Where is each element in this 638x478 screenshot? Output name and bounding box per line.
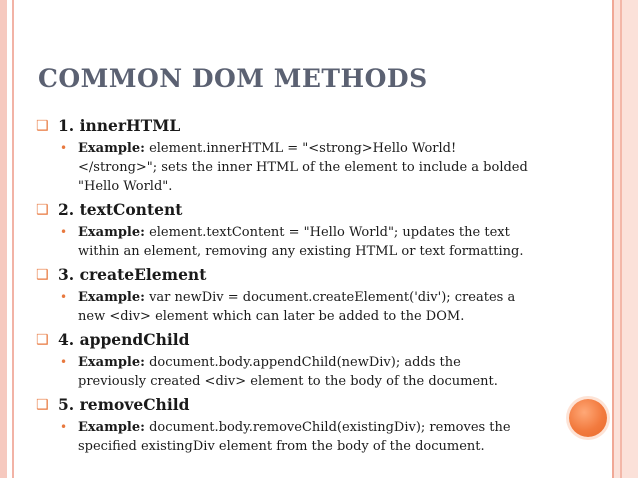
- method-item: [36, 198, 576, 261]
- example-text: [78, 353, 533, 391]
- example-description: document.body.removeChild(existingDiv); removes the specified existingDiv element from the body of the document.: [78, 420, 511, 454]
- example-label: Example:: [78, 225, 145, 240]
- left-border-line: [12, 0, 14, 478]
- method-heading: [36, 263, 576, 287]
- example-text: [78, 139, 533, 196]
- example-label: Example:: [78, 420, 145, 435]
- left-border-decoration: [0, 0, 7, 478]
- methods-list: [36, 114, 576, 458]
- method-heading: [36, 328, 576, 352]
- example-label: Example:: [78, 355, 145, 370]
- dot-bullet-icon: •: [60, 225, 68, 239]
- method-heading: [36, 114, 576, 138]
- square-bullet-icon: ❑: [36, 118, 49, 134]
- right-border-decoration: [614, 0, 638, 478]
- example-description: element.innerHTML = "<strong>Hello World!</strong>"; sets the inner HTML of the element to include a bolded "Hello World".: [78, 141, 528, 194]
- example-item: [60, 139, 576, 196]
- method-item: [36, 114, 576, 196]
- example-item: [60, 223, 576, 261]
- example-description: document.body.appendChild(newDiv); adds the previously created <div> element to the body of the document.: [78, 355, 498, 389]
- method-heading: [36, 198, 576, 222]
- square-bullet-icon: ❑: [36, 332, 49, 348]
- example-text: [78, 223, 533, 261]
- method-item: [36, 263, 576, 326]
- example-item: [60, 353, 576, 391]
- example-text: [78, 418, 533, 456]
- method-title: 2. textContent: [58, 200, 183, 219]
- method-heading: [36, 393, 576, 417]
- example-text: [78, 288, 533, 326]
- example-description: element.textContent = "Hello World"; updates the text within an element, removing any existing HTML or text formatting.: [78, 225, 524, 259]
- example-item: [60, 288, 576, 326]
- orange-circle-decoration: [569, 399, 607, 437]
- example-description: var newDiv = document.createElement('div'); creates a new <div> element which can later be added to the DOM.: [78, 290, 516, 324]
- dot-bullet-icon: •: [60, 355, 68, 369]
- example-label: Example:: [78, 141, 145, 156]
- method-item: [36, 393, 576, 456]
- right-border-line-inner: [620, 0, 622, 478]
- square-bullet-icon: ❑: [36, 397, 49, 413]
- square-bullet-icon: ❑: [36, 267, 49, 283]
- dot-bullet-icon: •: [60, 290, 68, 304]
- square-bullet-icon: ❑: [36, 202, 49, 218]
- method-title: 3. createElement: [58, 265, 207, 284]
- dot-bullet-icon: •: [60, 141, 68, 155]
- method-title: 1. innerHTML: [58, 116, 181, 135]
- example-label: Example:: [78, 290, 145, 305]
- example-item: [60, 418, 576, 456]
- method-item: [36, 328, 576, 391]
- slide-title: COMMON DOM METHODS: [38, 64, 428, 93]
- method-title: 4. appendChild: [58, 330, 190, 349]
- method-title: 5. removeChild: [58, 395, 190, 414]
- dot-bullet-icon: •: [60, 420, 68, 434]
